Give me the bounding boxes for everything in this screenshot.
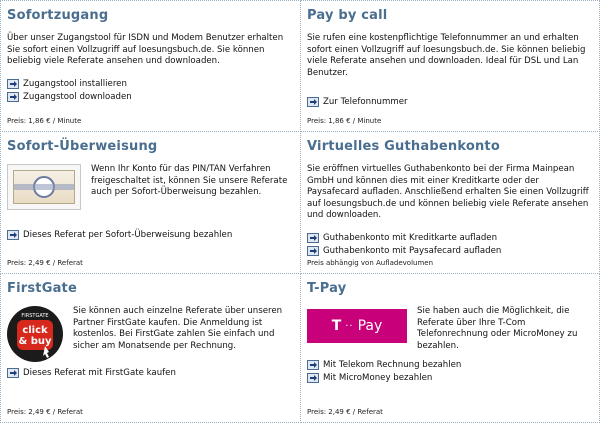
link-paysafecard-aufladen[interactable]	[307, 245, 593, 258]
section-description: Sie haben auch die Möglichkeit, die Referate über Ihre T-Com Telefonrechnung oder MicroMoney zu bezahlen.	[417, 306, 578, 351]
price-label: Preis: 2,49 € / Referat	[7, 408, 83, 416]
link-zur-telefonnummer[interactable]	[307, 95, 593, 108]
section-content-row	[7, 164, 294, 210]
arrow-right-icon	[7, 79, 19, 89]
section-sofort-ueberweisung	[0, 131, 301, 274]
price-label: Preis: 1,86 € / Minute	[7, 117, 82, 125]
link-label: Guthabenkonto mit Kreditkarte aufladen	[323, 233, 498, 243]
section-description: Über unser Zugangstool für ISDN und Modem Benutzer erhalten Sie sofort einen Vollzugriff auf loesungsbuch.de. Sie können beliebig viele Referate ansehen und downloaden.	[7, 33, 284, 66]
link-label: Dieses Referat per Sofort-Überweisung bezahlen	[23, 229, 233, 240]
section-firstgate	[0, 273, 301, 423]
section-description: Wenn Ihr Konto für das PIN/TAN Verfahren freigeschaltet ist, können Sie unsere Referate auch per Sofort-Überweisung bezahlen.	[91, 164, 288, 197]
arrow-right-icon	[7, 230, 19, 240]
section-content-row	[307, 306, 593, 352]
link-label: Zugangstool installieren	[23, 79, 127, 89]
link-label: Zur Telefonnummer	[323, 96, 408, 107]
t-pay-logo-t: T	[331, 318, 342, 334]
sofort-ueberweisung-logo	[7, 164, 81, 210]
section-description: Sie können auch einzelne Referate über unseren Partner FirstGate kaufen. Die Anmeldung ist kostenlos. Bei FirstGate zahlen Sie einfach und sicher am Monatsende per Rechnung.	[73, 306, 283, 351]
section-title: FirstGate	[7, 281, 77, 296]
arrow-right-icon	[7, 92, 19, 102]
link-micromoney[interactable]	[307, 371, 593, 384]
price-label: Preis: 2,49 € / Referat	[7, 259, 83, 267]
t-pay-logo-word: Pay	[357, 318, 383, 334]
link-label: Guthabenkonto mit Paysafecard aufladen	[323, 246, 502, 256]
section-title: Virtuelles Guthabenkonto	[307, 139, 500, 154]
t-pay-logo	[307, 309, 407, 343]
section-description: Sie eröffnen virtuelles Guthabenkonto bei der Firma Mainpean GmbH und können dies mit einer Kreditkarte oder der Paysafecard aufladen. Anschließend erhalten Sie einen Vollzugriff auf loesungsbuch.de und können beliebig viele Referate ansehen und downloaden.	[307, 164, 589, 220]
svg-text:& buy: & buy	[18, 336, 52, 347]
section-title: Pay by call	[307, 8, 388, 23]
price-label: Preis: 2,49 € / Referat	[307, 408, 383, 416]
svg-text:click: click	[22, 325, 48, 336]
section-virtuelles-guthabenkonto	[300, 131, 600, 274]
section-title: T-Pay	[307, 281, 347, 296]
link-label: Zugangstool downloaden	[23, 92, 132, 102]
section-links	[7, 228, 294, 241]
price-label: Preis abhängig von Aufladevolumen	[307, 259, 434, 267]
svg-text:FIRSTGATE: FIRSTGATE	[21, 313, 49, 319]
link-zugangstool-downloaden[interactable]	[7, 91, 294, 104]
arrow-right-icon	[307, 360, 319, 370]
link-kreditkarte-aufladen[interactable]	[307, 232, 593, 245]
section-pay-by-call	[300, 0, 600, 132]
arrow-right-icon	[307, 97, 319, 107]
link-zugangstool-installieren[interactable]	[7, 78, 294, 91]
link-telekom-rechnung[interactable]	[307, 358, 593, 371]
sofort-logo-band	[14, 184, 74, 190]
link-firstgate-kaufen[interactable]	[7, 366, 294, 379]
sofort-logo-inner	[13, 170, 75, 204]
link-sofort-ueberweisung-bezahlen[interactable]	[7, 228, 294, 241]
link-label: Mit Telekom Rechnung bezahlen	[323, 359, 462, 370]
section-content-row	[7, 306, 294, 362]
section-t-pay	[300, 273, 600, 423]
section-links	[307, 95, 593, 108]
section-description: Sie rufen eine kostenpflichtige Telefonnummer an und erhalten sofort einen Vollzugriff auf loesungsbuch.de. Sie können beliebig viele Referate ansehen und downloaden. Ideal für DSL und Lan Benutzer.	[307, 33, 586, 78]
t-pay-logo-dots: ··	[345, 320, 354, 332]
price-label: Preis: 1,86 € / Minute	[307, 117, 382, 125]
arrow-right-icon	[307, 373, 319, 383]
section-links	[307, 358, 593, 384]
link-label: Mit MicroMoney bezahlen	[323, 372, 433, 383]
arrow-right-icon	[307, 233, 319, 243]
section-links	[7, 78, 294, 104]
section-links	[307, 232, 593, 258]
arrow-right-icon	[307, 246, 319, 256]
arrow-right-icon	[7, 368, 19, 378]
section-links	[7, 366, 294, 379]
firstgate-click-and-buy-icon	[7, 306, 63, 362]
section-title: Sofortzugang	[7, 8, 109, 23]
section-title: Sofort-Überweisung	[7, 139, 158, 154]
section-sofortzugang	[0, 0, 301, 132]
link-label: Dieses Referat mit FirstGate kaufen	[23, 367, 176, 378]
firstgate-logo	[7, 306, 63, 362]
